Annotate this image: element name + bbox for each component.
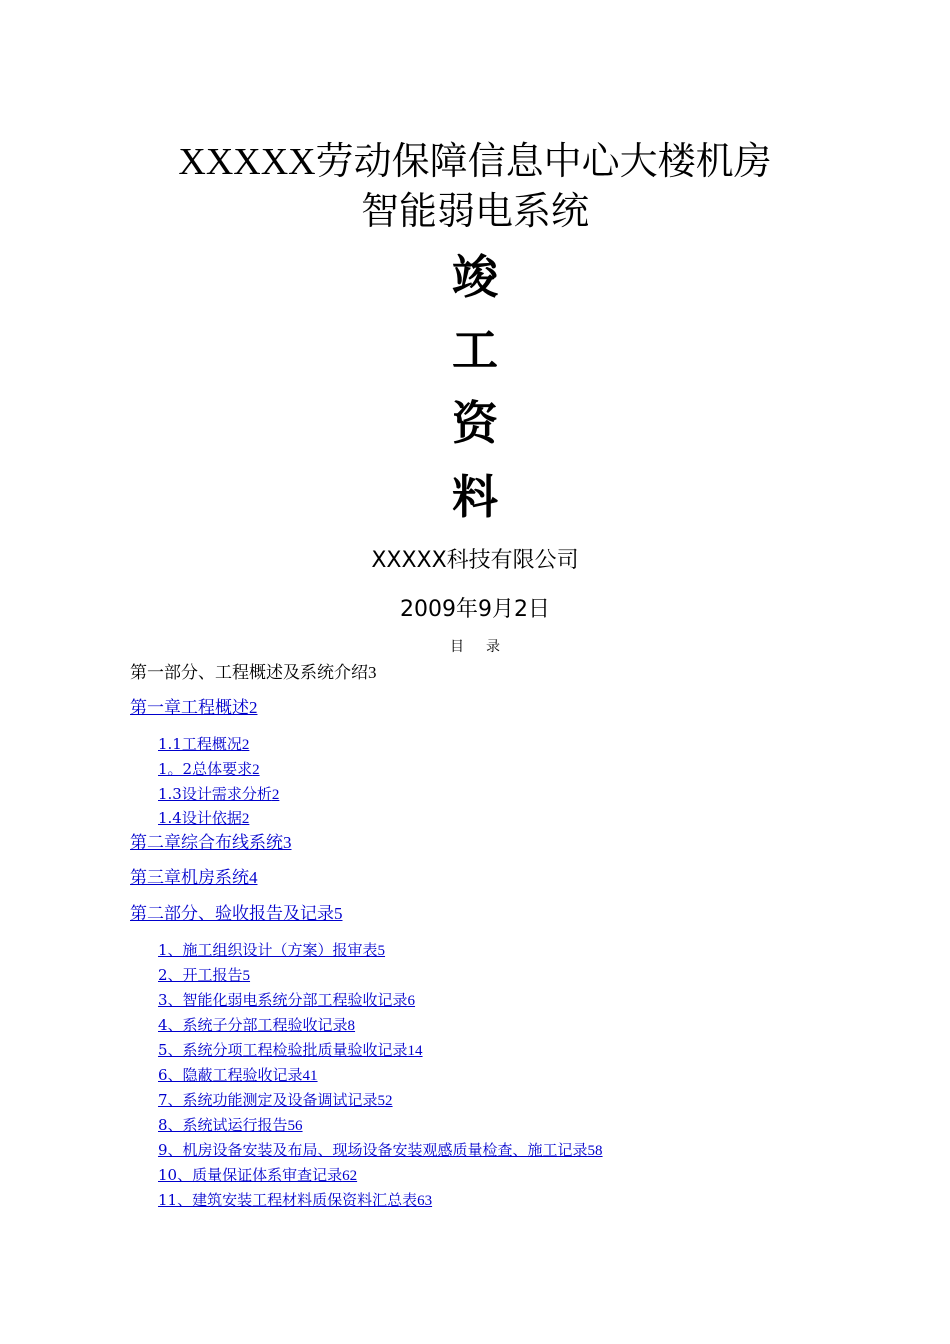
toc-entry-title: 1、施工组织设计（方案）报审表 <box>158 941 378 959</box>
document-title-line-1: XXXXX劳动保障信息中心大楼机房 <box>178 141 772 183</box>
toc-entry[interactable] <box>130 867 258 889</box>
toc-entry[interactable] <box>158 808 249 829</box>
cover-char-1: 竣 <box>452 250 498 304</box>
toc-entry-page: 14 <box>407 1043 423 1059</box>
cover-char-3: 资 <box>452 396 498 450</box>
cover-char-2: 工 <box>452 323 498 377</box>
toc-entry-title: 3、智能化弱电系统分部工程验收记录 <box>158 991 408 1009</box>
toc-entry-title: 2、开工报告 <box>158 966 243 984</box>
toc-entry-page: 5 <box>242 968 251 984</box>
toc-entry-title: 1。2总体要求 <box>158 760 253 778</box>
toc-entry-title: 8、系统试运行报告 <box>158 1116 288 1134</box>
toc-entry-page: 2 <box>249 698 258 717</box>
toc-entry-title: 11、建筑安装工程材料质保资料汇总表 <box>158 1191 418 1209</box>
toc-entry-title: 4、系统子分部工程验收记录 <box>158 1016 348 1034</box>
company-name: XXXXX科技有限公司 <box>371 548 579 573</box>
toc-entry[interactable] <box>130 832 292 854</box>
toc-entry-page: 62 <box>342 1168 358 1184</box>
toc-entry[interactable] <box>158 759 260 780</box>
toc-entry[interactable] <box>130 903 343 925</box>
toc-entry-page: 52 <box>377 1093 393 1109</box>
toc-entry-title: 10、质量保证体系审查记录 <box>158 1166 343 1184</box>
toc-entry[interactable] <box>158 1065 318 1086</box>
toc-entry[interactable] <box>158 1190 432 1211</box>
toc-entry[interactable] <box>158 1115 303 1136</box>
cover-char-4: 料 <box>452 470 498 524</box>
toc-entry-title: 第二章综合布线系统 <box>130 833 283 853</box>
toc-entry-page: 2 <box>241 811 250 827</box>
toc-entry[interactable] <box>158 1015 355 1036</box>
toc-entry[interactable] <box>158 1140 603 1161</box>
toc-entry-title: 第一章工程概述 <box>130 698 249 718</box>
toc-entry[interactable] <box>158 734 249 755</box>
toc-entry-page: 3 <box>283 833 292 852</box>
toc-entry-title: 第二部分、验收报告及记录 <box>130 904 334 924</box>
toc-entry-page: 6 <box>407 993 416 1009</box>
toc-entry-title: 1.1工程概况 <box>158 735 242 753</box>
toc-entry[interactable] <box>158 1040 423 1061</box>
toc-entry-title: 7、系统功能测定及设备调试记录 <box>158 1091 378 1109</box>
toc-entry[interactable] <box>158 940 385 961</box>
toc-entry-page: 2 <box>271 787 280 803</box>
toc-entry-page: 58 <box>587 1143 603 1159</box>
toc-entry-title: 1.3设计需求分析 <box>158 785 272 803</box>
toc-entry[interactable] <box>158 784 279 805</box>
toc-entry-page: 5 <box>377 943 386 959</box>
toc-entry[interactable] <box>130 697 258 719</box>
toc-entry[interactable] <box>158 965 250 986</box>
toc-entry[interactable] <box>158 1090 393 1111</box>
toc-entry <box>130 662 377 684</box>
toc-entry-page: 2 <box>252 762 260 778</box>
toc-heading: 目录 <box>450 639 522 655</box>
toc-entry-title: 1.4设计依据 <box>158 809 242 827</box>
toc-entry-page: 8 <box>347 1018 356 1034</box>
toc-entry-page: 5 <box>334 904 343 923</box>
toc-entry-page: 4 <box>249 868 258 887</box>
document-title-line-2: 智能弱电系统 <box>360 191 589 233</box>
document-date: 2009年9月2日 <box>400 597 550 622</box>
toc-entry-title: 第一部分、工程概述及系统介绍 <box>130 663 368 683</box>
toc-entry[interactable] <box>158 990 415 1011</box>
toc-entry-page: 3 <box>368 663 377 682</box>
toc-entry-page: 41 <box>302 1068 318 1084</box>
toc-entry-title: 5、系统分项工程检验批质量验收记录 <box>158 1041 408 1059</box>
toc-entry-title: 9、机房设备安装及布局、现场设备安装观感质量检查、施工记录 <box>158 1141 588 1159</box>
toc-entry-page: 56 <box>287 1118 303 1134</box>
toc-entry-page: 63 <box>417 1193 433 1209</box>
toc-entry[interactable] <box>158 1165 357 1186</box>
toc-entry-title: 6、隐蔽工程验收记录 <box>158 1066 303 1084</box>
toc-entry-title: 第三章机房系统 <box>130 868 249 888</box>
toc-entry-page: 2 <box>241 737 250 753</box>
